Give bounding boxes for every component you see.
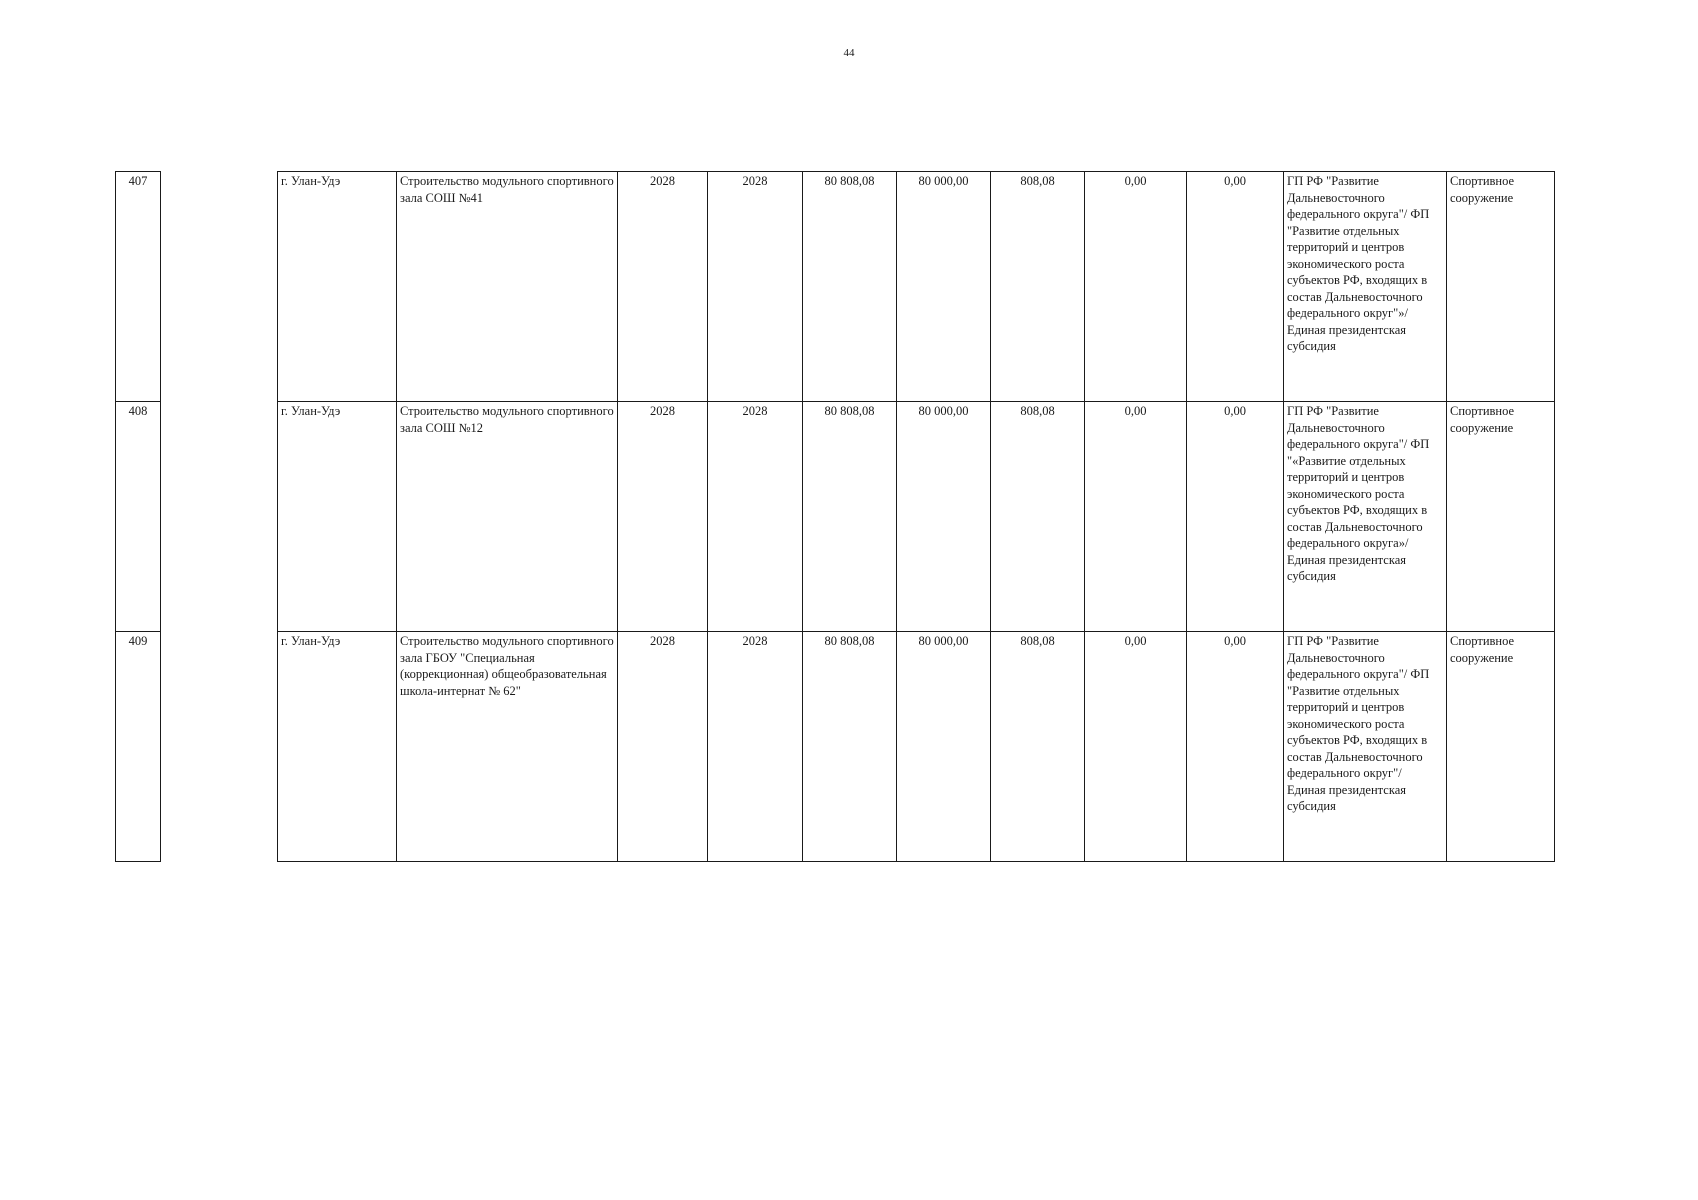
cell-object: Строительство модульного спортивного зала ГБОУ "Специальная (коррекционная) общеобразовательная школа-интернат № 62" (396, 631, 618, 862)
cell-local: 0,00 (1084, 631, 1187, 862)
cell-end-year: 2028 (707, 401, 803, 632)
page-number: 44 (843, 47, 855, 59)
cell-local: 0,00 (1084, 171, 1187, 402)
cell-type: Спортивное сооружение (1446, 401, 1555, 632)
cell-local: 0,00 (1084, 401, 1187, 632)
cell-other: 0,00 (1186, 631, 1284, 862)
cell-regional: 808,08 (990, 631, 1085, 862)
cell-program: ГП РФ "Развитие Дальневосточного федерального округа"/ ФП "«Развитие отдельных территорий и центров экономического роста субъектов РФ, входящих в состав Дальневосточного федерального округа»/ Единая президентская субсидия (1283, 401, 1447, 632)
cell-municipality: г. Улан-Удэ (277, 631, 397, 862)
cell-index: 409 (115, 631, 161, 862)
cell-total: 80 808,08 (802, 171, 897, 402)
cell-municipality: г. Улан-Удэ (277, 171, 397, 402)
cell-regional: 808,08 (990, 401, 1085, 632)
cell-federal: 80 000,00 (896, 171, 991, 402)
cell-program: ГП РФ "Развитие Дальневосточного федерального округа"/ ФП "Развитие отдельных территорий и центров экономического роста субъектов РФ, входящих в состав Дальневосточного федерального округ"/ Единая президентская субсидия (1283, 631, 1447, 862)
cell-index: 407 (115, 171, 161, 402)
cell-start-year: 2028 (617, 631, 708, 862)
cell-other: 0,00 (1186, 401, 1284, 632)
cell-index: 408 (115, 401, 161, 632)
cell-type: Спортивное сооружение (1446, 171, 1555, 402)
cell-object: Строительство модульного спортивного зала СОШ №41 (396, 171, 618, 402)
cell-program: ГП РФ "Развитие Дальневосточного федерального округа"/ ФП "Развитие отдельных территорий и центров экономического роста субъектов РФ, входящих в состав Дальневосточного федерального округ"»/ Единая президентская субсидия (1283, 171, 1447, 402)
cell-federal: 80 000,00 (896, 631, 991, 862)
cell-municipality: г. Улан-Удэ (277, 401, 397, 632)
cell-start-year: 2028 (617, 401, 708, 632)
cell-total: 80 808,08 (802, 631, 897, 862)
cell-other: 0,00 (1186, 171, 1284, 402)
cell-object: Строительство модульного спортивного зала СОШ №12 (396, 401, 618, 632)
cell-federal: 80 000,00 (896, 401, 991, 632)
cell-end-year: 2028 (707, 631, 803, 862)
cell-regional: 808,08 (990, 171, 1085, 402)
cell-start-year: 2028 (617, 171, 708, 402)
cell-type: Спортивное сооружение (1446, 631, 1555, 862)
cell-total: 80 808,08 (802, 401, 897, 632)
cell-end-year: 2028 (707, 171, 803, 402)
